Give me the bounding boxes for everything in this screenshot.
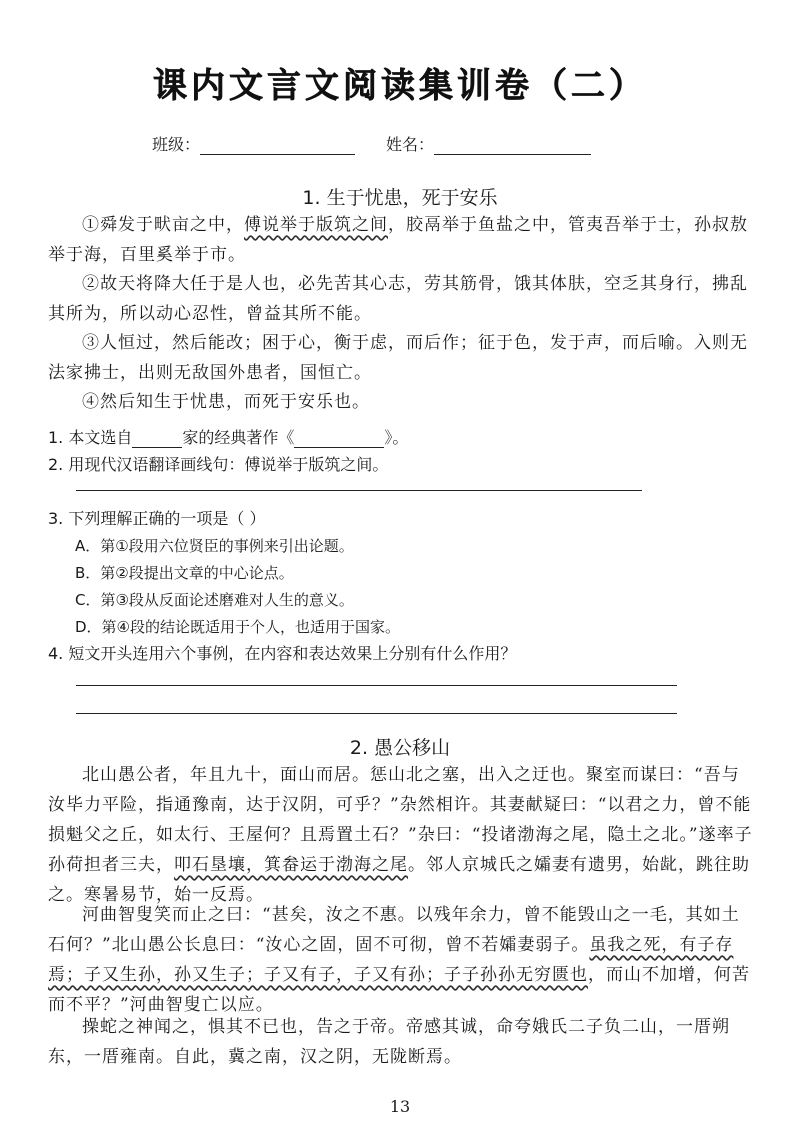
section1-title: 1. 生于忧患，死于安乐: [302, 187, 498, 209]
question-2: 2. 用现代汉语翻译画线句：傅说举于版筑之间。: [48, 455, 389, 474]
q3-option-a: A．第①段用六位贤臣的事例来引出论题。: [75, 537, 354, 555]
q3-option-c: C．第③段从反面论述磨难对人生的意义。: [75, 591, 354, 609]
section2-paragraph-1: 北山愚公者，年且九十，面山而居。惩山北之塞，出入之迂也。聚室而谋曰：“吾与汝毕力平险，指通豫南，达于汉阴，可乎？”杂然相许。其妻献疑曰：“以君之力，曾不能损魁父之丘，如太行、王屋何？且焉置土石？”杂曰：“投诸渤海之尾，隐土之北。”遂率子孙荷担者三夫，叩石垦壤，箕畚运于渤海之尾。邻人京城氏之孀妻有遗男，始龀，跳往助之。寒暑易节，始一反焉。: [48, 765, 753, 905]
name-field: [386, 132, 591, 155]
s2p1-underlined-sentence: 叩石垦壤，箕畚运于渤海之尾: [174, 855, 408, 875]
q3-option-b: B．第②段提出文章的中心论点。: [75, 564, 294, 582]
class-label: 班级：: [152, 135, 201, 154]
section1-paragraph-3: ③人恒过，然后能改；困于心，衡于虑，而后作；征于色，发于声，而后喻。入则无法家拂士，出则无敌国外患者，国恒亡。: [48, 333, 748, 383]
q4-answer-line-2[interactable]: [76, 713, 677, 714]
class-blank[interactable]: [200, 136, 355, 155]
page-title: 课内文言文阅读集训卷（二）: [153, 66, 647, 106]
section2-title: 2. 愚公移山: [349, 737, 451, 759]
q1-blank-work[interactable]: [294, 431, 384, 448]
section1-paragraph-1: [48, 210, 753, 270]
question-4: 4. 短文开头连用六个事例，在内容和表达效果上分别有什么作用？: [48, 644, 517, 663]
s1p1-text-a: ①舜发于畎亩之中，: [82, 215, 244, 235]
name-blank[interactable]: [434, 136, 591, 155]
section2-paragraph-2: 河曲智叟笑而止之曰：“甚矣，汝之不惠。以残年余力，曾不能毁山之一毛，其如土石何？”北山愚公长息曰：“汝心之固，固不可彻，曾不若孀妻弱子。虽我之死，有子存焉；子又生孙，孙又生子；子又有子，子又有孙；子子孙孙无穷匮也，而山不加增，何苦而不平？”河曲智叟亡以应。: [48, 905, 750, 1015]
question-1: 1. 本文选自 家的经典著作《 》。: [48, 428, 409, 447]
name-label: 姓名：: [386, 135, 435, 154]
q1-blank-author[interactable]: [132, 431, 182, 448]
q4-answer-line-1[interactable]: [76, 685, 677, 686]
s1p1-underlined-sentence: 傅说举于版筑之间: [244, 215, 388, 235]
section1-paragraph-4: ④然后知生于忧患，而死于安乐也。: [82, 392, 370, 412]
section2-paragraph-3: 操蛇之神闻之，惧其不已也，告之于帝。帝感其诚，命夸娥氏二子负二山，一厝朔东，一厝雍南。自此，冀之南，汉之阴，无陇断焉。: [48, 1017, 730, 1067]
page-number: 13: [389, 1097, 411, 1116]
s1p1-text-c: ，胶鬲举于鱼盐之中，管夷吾举于士，孙叔敖举于海，百里奚举于市。: [48, 215, 748, 265]
class-field: [152, 132, 355, 155]
question-3: 3. 下列理解正确的一项是（ ）: [48, 509, 266, 528]
s2p2-underlined-sentence: 虽我之死，有子存焉；子又生孙，孙又生子；子又有子，子又有孙；子子孙孙无穷匮也: [48, 935, 734, 985]
q3-option-d: D．第④段的结论既适用于个人，也适用于国家。: [75, 618, 400, 636]
q2-answer-line[interactable]: [76, 490, 642, 491]
section1-paragraph-2: ②故天将降大任于是人也，必先苦其心志，劳其筋骨，饿其体肤，空乏其身行，拂乱其所为，所以动心忍性，曾益其所不能。: [48, 274, 748, 324]
